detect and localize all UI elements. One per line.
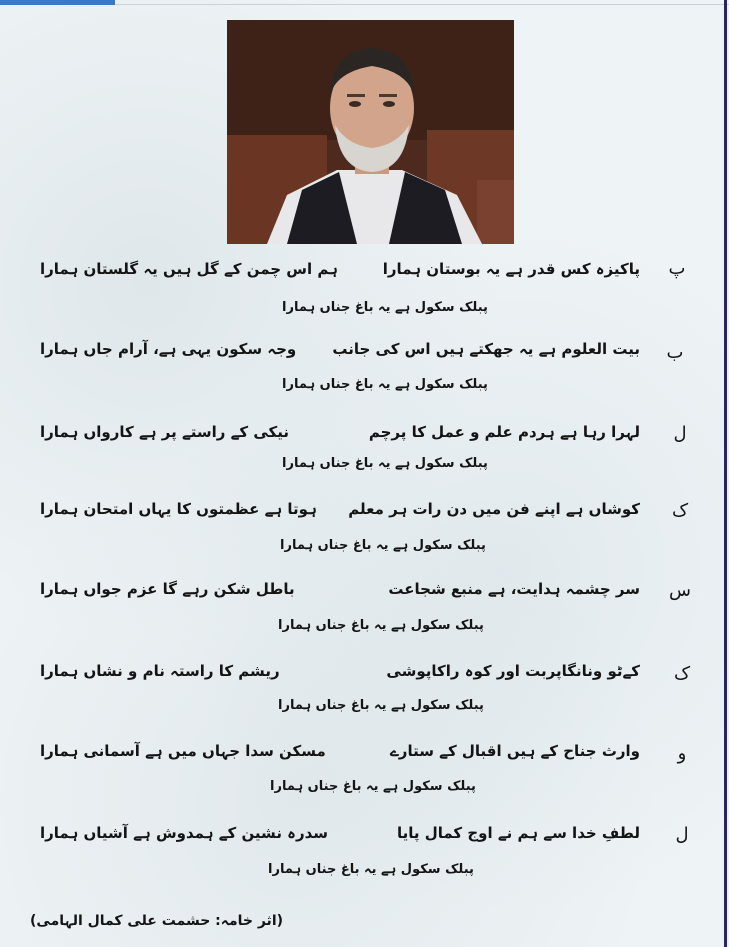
top-rule [115, 4, 729, 5]
verse-first-half: وارث جناح کے ہیں اقبال کے ستارے [390, 742, 640, 760]
refrain-line: پبلک سکول ہے یہ باغ جناں ہمارا [280, 538, 486, 553]
stanza-letter: ل [673, 423, 687, 444]
right-page-border [724, 0, 727, 947]
verse-first-half: سر چشمہ ہدایت، ہے منبع شجاعت [388, 580, 640, 598]
refrain-line: پبلک سکول ہے یہ باغ جناں ہمارا [268, 862, 474, 877]
verse-line [40, 496, 640, 522]
stanza-letter: ک [673, 663, 691, 684]
verse-line [40, 256, 640, 282]
verse-second-half: مسکن سدا جہاں میں ہے آسمانی ہمارا [40, 742, 326, 760]
stanza-letter: س [669, 580, 691, 601]
refrain-line: پبلک سکول ہے یہ باغ جناں ہمارا [282, 377, 488, 392]
verse-second-half: ریشم کا راستہ نام و نشاں ہمارا [40, 662, 280, 680]
verse-second-half: ہوتا ہے عظمتوں کا یہاں امتحان ہمارا [40, 500, 317, 518]
author-signature: (اثر خامہ: حشمت علی کمال الہامی) [30, 913, 284, 929]
verse-second-half: وجہ سکون یہی ہے، آرام جاں ہمارا [40, 340, 297, 358]
verse-first-half: کوشاں ہے اپنے فن میں دن رات ہر معلم [348, 500, 640, 518]
verse-second-half: نیکی کے راستے پر ہے کارواں ہمارا [40, 423, 289, 441]
refrain-line: پبلک سکول ہے یہ باغ جناں ہمارا [282, 300, 488, 315]
refrain-line: پبلک سکول ہے یہ باغ جناں ہمارا [278, 698, 484, 713]
verse-first-half: بیت العلوم ہے یہ جھکتے ہیں اس کی جانب [332, 340, 640, 358]
refrain-line: پبلک سکول ہے یہ باغ جناں ہمارا [282, 456, 488, 471]
verse-line [40, 820, 640, 846]
verse-first-half: لطفِ خدا سے ہم نے اوج کمال پایا [396, 824, 640, 842]
verse-line [40, 576, 640, 602]
top-accent-strip [0, 0, 115, 5]
portrait-photo [227, 20, 514, 244]
verse-second-half: باطل شکن رہے گا عزم جواں ہمارا [40, 580, 295, 598]
verse-line [40, 336, 640, 362]
verse-line [40, 658, 640, 684]
verse-line [40, 738, 640, 764]
verse-first-half: کےٹو ونانگاپربت اور کوہ راکاپوشی [386, 662, 640, 680]
portrait-illustration [227, 20, 514, 244]
verse-second-half: ہم اس چمن کے گل ہیں یہ گلستان ہمارا [40, 260, 338, 278]
verse-first-half: لہرا رہا ہے ہردم علم و عمل کا پرچم [368, 423, 640, 441]
stanza-letter: ک [671, 500, 689, 521]
stanza-letter: پ [668, 258, 686, 279]
stanza-letter: و [677, 743, 687, 764]
refrain-line: پبلک سکول ہے یہ باغ جناں ہمارا [278, 618, 484, 633]
verse-first-half: پاکیزہ کس قدر ہے یہ بوستان ہمارا [382, 260, 640, 278]
stanza-letter: ب [666, 342, 684, 363]
refrain-line: پبلک سکول ہے یہ باغ جناں ہمارا [270, 779, 476, 794]
verse-line [40, 419, 640, 445]
verse-second-half: سدرہ نشین کے ہمدوش ہے آشیاں ہمارا [40, 824, 329, 842]
stanza-letter: ل [675, 824, 689, 845]
